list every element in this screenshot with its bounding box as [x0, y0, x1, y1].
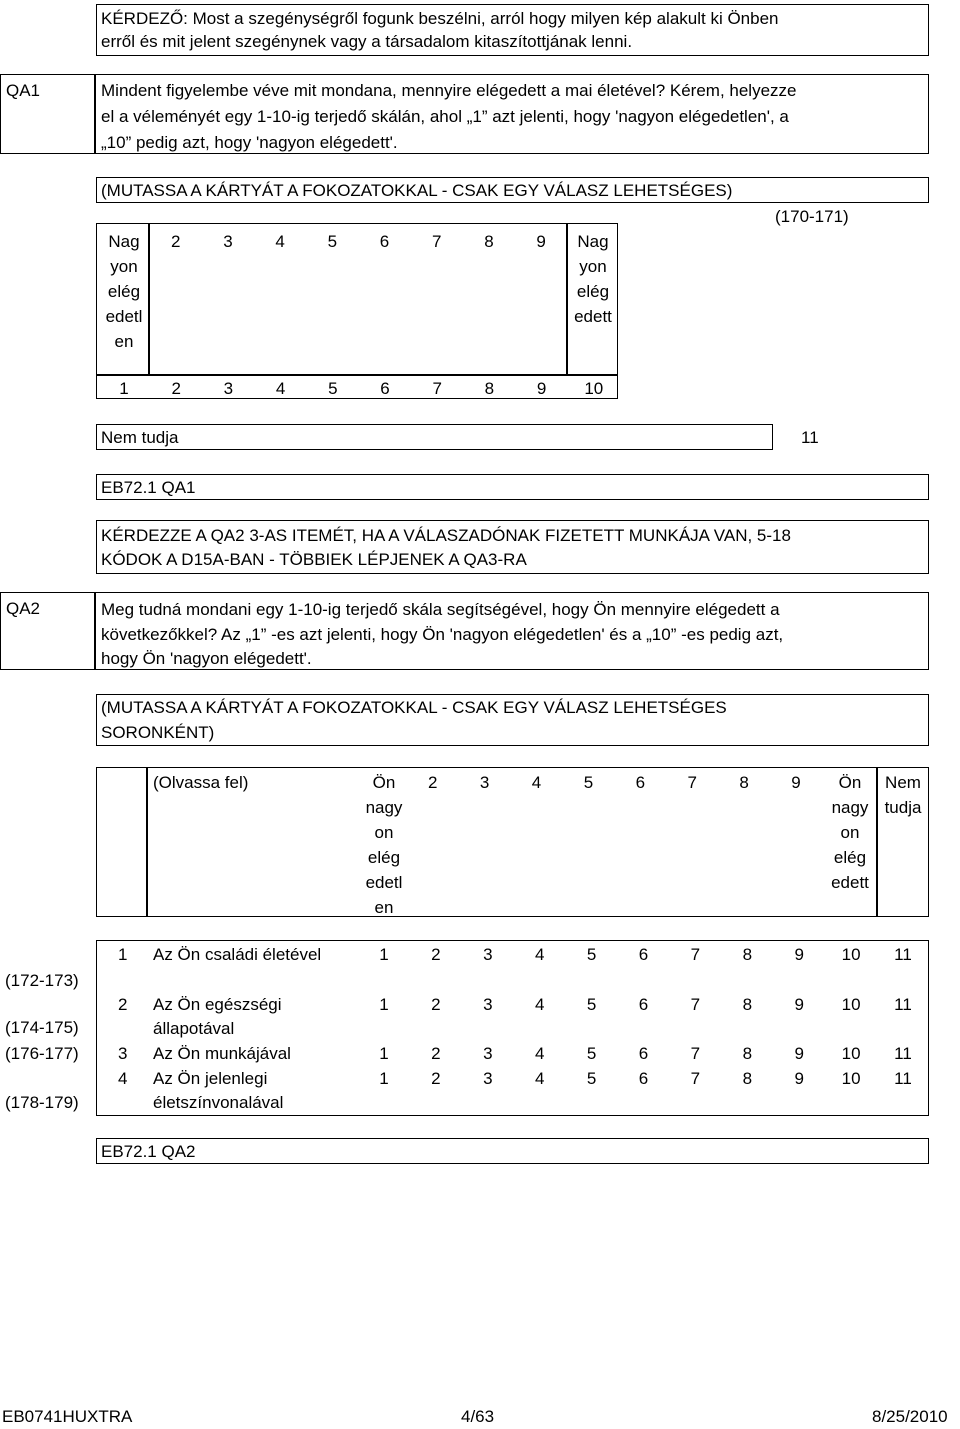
qa1-code-5: 5: [328, 379, 338, 398]
qa1-dont-know-code: 11: [801, 428, 819, 447]
qa2-left-label-line1: Ön: [372, 773, 396, 792]
qa1-code-10: 10: [584, 379, 604, 398]
qa2-item-code-8: 8: [742, 995, 753, 1014]
qa1-scale-value-4: 4: [275, 232, 285, 251]
qa2-item-code-9: 9: [794, 945, 804, 964]
qa2-right-label-line4: elég: [833, 848, 867, 867]
qa2-item-code-1: 1: [379, 1069, 389, 1088]
qa1-left-label-line4: edetl: [105, 307, 143, 326]
qa2-header-value-4: 4: [531, 773, 542, 792]
qa1-right-label-line3: elég: [576, 282, 610, 301]
qa2-divider: [94, 592, 96, 670]
qa2-item-code-6: 6: [638, 1044, 649, 1063]
qa2-item-code-9: 9: [794, 1044, 804, 1063]
qa2-left-label-line4: elég: [367, 848, 401, 867]
qa2-dk-label-line2: tudja: [884, 798, 922, 817]
qa2-header-left-label: [356, 770, 412, 920]
qa2-question-line1: Meg tudná mondani egy 1-10-ig terjedő skála segítségével, hogy Ön mennyire elégedett a: [101, 600, 780, 619]
footer-page: 4/63: [461, 1407, 495, 1426]
qa2-item-code-2: 2: [431, 995, 441, 1014]
qa2-item-number: 4: [118, 1069, 128, 1088]
footer-doc-id: EB0741HUXTRA: [2, 1407, 133, 1426]
qa1-ref-box: [96, 474, 929, 500]
qa1-scale-right-label: [568, 229, 618, 329]
qa2-item-code-8: 8: [742, 945, 753, 964]
qa2-header-value-6: 6: [635, 773, 646, 792]
qa2-header-value-7: 7: [687, 773, 697, 792]
qa1-ref: EB72.1 QA1: [101, 478, 196, 497]
qa2-item-code-7: 7: [690, 1044, 701, 1063]
qa1-code-2: 2: [171, 379, 181, 398]
qa2-item-code-3: 3: [483, 1069, 493, 1088]
qa1-left-label-line3: elég: [107, 282, 141, 301]
qa1-code-6: 6: [380, 379, 390, 398]
qa1-left-label-line1: Nag: [108, 232, 140, 251]
qa2-item-column-code: (172-173): [5, 971, 79, 990]
qa1-code-8: 8: [484, 379, 495, 398]
qa2-item-label: életszínvonalával: [153, 1093, 284, 1112]
qa2-item-code-1: 1: [379, 945, 389, 964]
qa2-item-code-5: 5: [586, 1069, 597, 1088]
qa2-left-label-line6: en: [374, 898, 394, 917]
qa1-instruction: (MUTASSA A KÁRTYÁT A FOKOZATOKKAL - CSAK EGY VÁLASZ LEHETSÉGES): [101, 181, 733, 200]
qa2-question-line2: következőkkel? Az „1” -es azt jelenti, hogy Ön 'nagyon elégedetlen' és a „10” -es pedig azt,: [101, 625, 784, 644]
qa2-item-label: Az Ön egészségi: [153, 995, 282, 1014]
qa1-scale-value-5: 5: [327, 232, 338, 251]
qa1-code-1: 1: [119, 379, 129, 398]
qa2-instruction-line2: SORONKÉNT): [101, 723, 215, 742]
qa2-item-code-6: 6: [638, 945, 649, 964]
qa1-columns-code: (170-171): [775, 207, 849, 226]
qa2-item-code-5: 5: [586, 945, 597, 964]
qa2-ref-box: [96, 1138, 929, 1164]
qa2-item-code-9: 9: [794, 995, 804, 1014]
qa2-item-label: Az Ön családi életével: [153, 945, 322, 964]
qa2-header-value-9: 9: [791, 773, 801, 792]
qa2-item-code-11: 11: [894, 945, 912, 964]
qa2-item-code-11: 11: [894, 995, 912, 1014]
qa2-item-code-4: 4: [534, 995, 545, 1014]
qa2-header-right-label: [823, 770, 877, 895]
qa1-question-line1: Mindent figyelembe véve mit mondana, mennyire elégedett a mai életével? Kérem, helyezze: [101, 81, 797, 100]
qa1-divider: [94, 74, 96, 154]
qa2-item-code-8: 8: [742, 1044, 753, 1063]
qa1-code-4: 4: [275, 379, 286, 398]
qa2-item-code-4: 4: [534, 1069, 545, 1088]
qa2-item-code-10: 10: [841, 945, 861, 964]
qa1-code-9: 9: [536, 379, 547, 398]
qa2-item-code-10: 10: [841, 1069, 861, 1088]
qa2-item-code-3: 3: [483, 945, 493, 964]
qa2-item-column-code: (174-175): [5, 1018, 79, 1037]
qa1-scale-value-9: 9: [536, 232, 546, 251]
qa2-item-code-4: 4: [534, 1044, 545, 1063]
qa2-header-value-5: 5: [583, 773, 594, 792]
qa2-item-code-6: 6: [638, 995, 649, 1014]
qa1-question-line3: „10” pedig azt, hogy 'nagyon elégedett'.: [101, 133, 398, 152]
qa2-item-code-1: 1: [379, 995, 389, 1014]
qa2-item-code-2: 2: [431, 945, 441, 964]
qa1-left-label-line2: yon: [110, 257, 138, 276]
qa2-header-vline-1: [146, 767, 148, 917]
qa1-right-label-line4: edett: [574, 307, 612, 326]
qa2-item-code-8: 8: [742, 1069, 753, 1088]
qa2-header-dk-label: [877, 770, 929, 820]
qa2-item-code-5: 5: [586, 1044, 597, 1063]
qa2-left-label-line3: on: [374, 823, 394, 842]
qa1-id: QA1: [6, 81, 41, 100]
qa2-header-value-3: 3: [479, 773, 490, 792]
qa2-filter-line2: KÓDOK A D15A-BAN - TÖBBIEK LÉPJENEK A QA3-RA: [101, 550, 527, 569]
qa2-header-value-8: 8: [739, 773, 749, 792]
qa1-scale-value-7: 7: [432, 232, 442, 251]
qa2-question-line3: hogy Ön 'nagyon elégedett'.: [101, 649, 312, 668]
qa2-item-code-9: 9: [794, 1069, 804, 1088]
qa2-id: QA2: [6, 599, 41, 618]
qa1-scale-value-2: 2: [171, 232, 181, 251]
interviewer-note-line1: KÉRDEZŐ: Most a szegénységről fogunk beszélni, arról hogy milyen kép alakult ki Önben: [101, 9, 779, 28]
qa2-right-label-line2: nagy: [831, 798, 869, 817]
qa2-item-code-5: 5: [586, 995, 597, 1014]
qa2-item-number: 1: [118, 945, 128, 964]
qa2-item-code-1: 1: [379, 1044, 389, 1063]
qa1-right-label-line1: Nag: [577, 232, 609, 251]
qa2-filter-line1: KÉRDEZZE A QA2 3-AS ITEMÉT, HA A VÁLASZADÓNAK FIZETETT MUNKÁJA VAN, 5-18: [101, 526, 791, 545]
qa2-item-code-7: 7: [690, 945, 701, 964]
qa2-item-code-4: 4: [534, 945, 545, 964]
qa2-item-label: állapotával: [153, 1019, 235, 1038]
qa1-code-7: 7: [432, 379, 442, 398]
qa2-item-code-11: 11: [894, 1069, 912, 1088]
qa2-instruction-line1: (MUTASSA A KÁRTYÁT A FOKOZATOKKAL - CSAK EGY VÁLASZ LEHETSÉGES: [101, 698, 727, 717]
interviewer-note-line2: erről és mit jelent szegénynek vagy a társadalom kitaszítottjának lenni.: [101, 32, 633, 51]
qa1-right-label-line2: yon: [579, 257, 607, 276]
qa2-item-code-6: 6: [638, 1069, 649, 1088]
qa1-dont-know-box: [96, 424, 773, 450]
qa1-scale-value-8: 8: [484, 232, 494, 251]
qa2-item-code-2: 2: [431, 1069, 441, 1088]
qa2-item-code-7: 7: [690, 995, 701, 1014]
qa1-left-label-line5: en: [114, 332, 134, 351]
qa2-item-column-code: (176-177): [5, 1044, 79, 1063]
qa1-dont-know-label: Nem tudja: [101, 428, 179, 447]
qa1-code-3: 3: [223, 379, 234, 398]
qa1-scale-value-6: 6: [379, 232, 390, 251]
footer-date: 8/25/2010: [872, 1407, 948, 1426]
qa2-item-number: 3: [118, 1044, 128, 1063]
qa2-right-label-line5: edett: [831, 873, 869, 892]
qa2-item-code-10: 10: [841, 995, 861, 1014]
qa2-item-code-10: 10: [841, 1044, 861, 1063]
qa2-item-code-3: 3: [483, 995, 493, 1014]
qa2-item-code-2: 2: [431, 1044, 441, 1063]
qa2-item-number: 2: [118, 995, 128, 1014]
qa2-read-out: (Olvassa fel): [153, 773, 249, 792]
qa2-dk-label-line1: Nem: [885, 773, 921, 792]
qa2-item-column-code: (178-179): [5, 1093, 79, 1112]
qa2-item-label: Az Ön jelenlegi: [153, 1069, 268, 1088]
qa2-item-code-11: 11: [894, 1044, 912, 1063]
qa1-scale-left-label: [98, 229, 150, 354]
qa1-scale-value-3: 3: [223, 232, 233, 251]
qa1-question-line2: el a véleményét egy 1-10-ig terjedő skálán, ahol „1” azt jelenti, hogy 'nagyon elégedetlen', a: [101, 107, 789, 126]
qa2-item-code-7: 7: [690, 1069, 701, 1088]
qa2-item-code-3: 3: [483, 1044, 493, 1063]
qa2-header-value-2: 2: [428, 773, 438, 792]
qa2-item-label: Az Ön munkájával: [153, 1044, 291, 1063]
qa2-left-label-line5: edetl: [365, 873, 403, 892]
qa2-right-label-line3: on: [840, 823, 860, 842]
qa2-ref: EB72.1 QA2: [101, 1142, 196, 1161]
qa2-left-label-line2: nagy: [365, 798, 403, 817]
qa2-right-label-line1: Ön: [838, 773, 862, 792]
